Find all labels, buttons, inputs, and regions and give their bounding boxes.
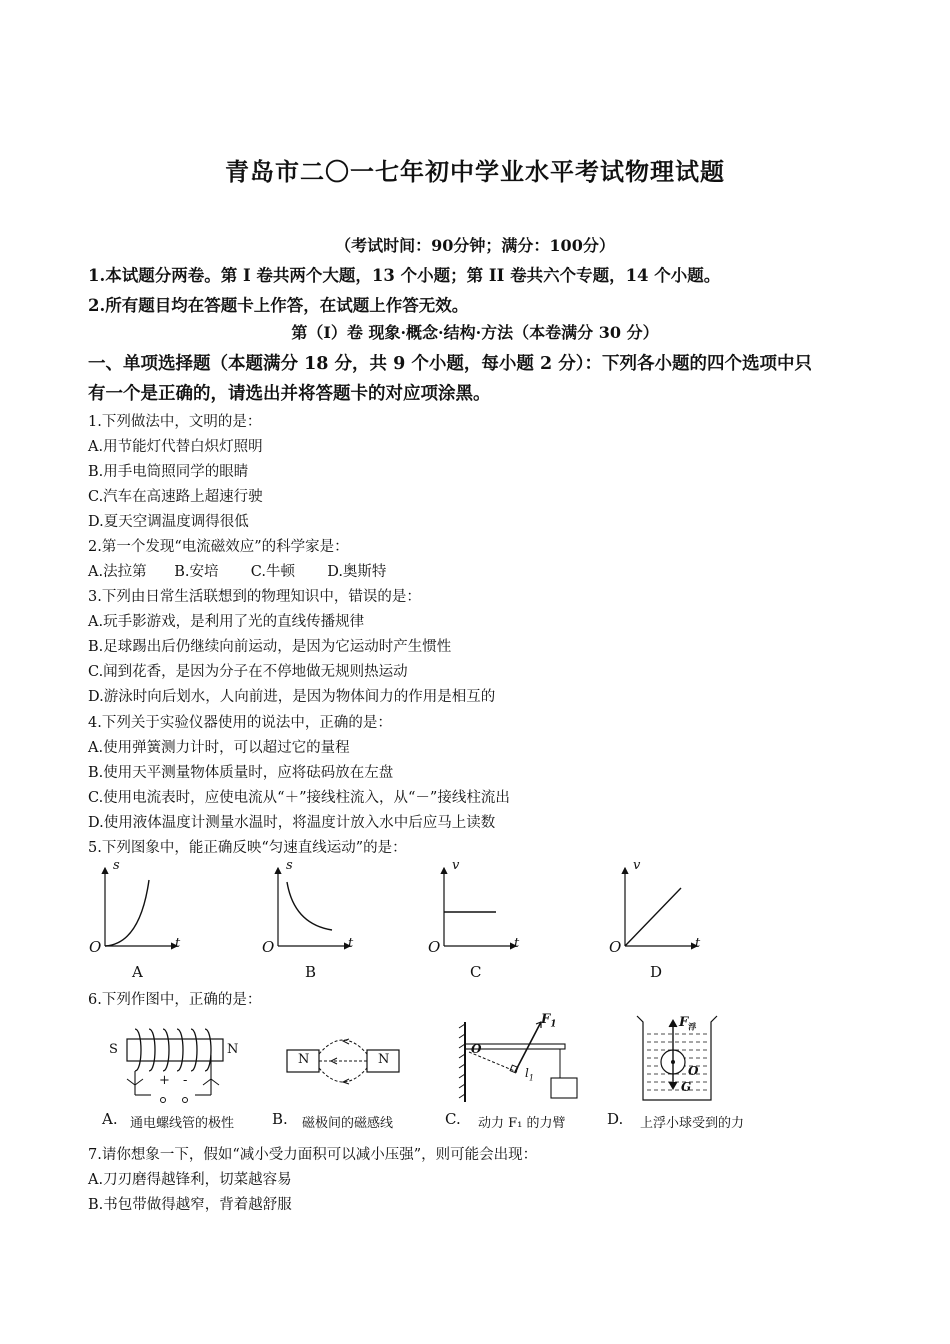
q5-c-ylabel: v <box>452 858 460 873</box>
section-1-line-1: 一、单项选择题（本题满分 18 分，共 9 个小题，每小题 2 分）：下列各小题的四个选项中只 <box>88 354 813 374</box>
q6-a-minus: - <box>183 1073 188 1088</box>
q6-c-force-sub: 1 <box>550 1019 557 1030</box>
q5-stem: 5.下列图象中，能正确反映“匀速直线运动”的是： <box>88 840 407 856</box>
q4-option-a: A.使用弹簧测力计时，可以超过它的量程 <box>88 740 350 756</box>
q3-stem: 3.下列由日常生活联想到的物理知识中，错误的是： <box>88 589 421 605</box>
q5-a-origin: O <box>89 938 102 956</box>
page-title: 青岛市二〇一七年初中学业水平考试物理试题 <box>225 157 725 186</box>
lever-diagram <box>455 1012 595 1104</box>
q5-letter-d: D <box>650 963 663 981</box>
q7-option-b: B.书包带做得越窄，背着越舒服 <box>88 1197 292 1213</box>
q4-option-d: D.使用液体温度计测量水温时，将温度计放入水中后应马上读数 <box>88 815 496 831</box>
q6-c-force-symbol: F <box>541 1012 551 1027</box>
q5-letter-b: B <box>305 963 317 981</box>
q5-graph-a <box>85 858 195 958</box>
q3-option-c: C.闻到花香，是因为分子在不停地做无规则热运动 <box>88 664 408 680</box>
q5-graph-b <box>258 858 368 958</box>
q6-c-arm-sub: 1 <box>528 1073 534 1083</box>
q1-option-a: A.用节能灯代替白炽灯照明 <box>88 439 263 455</box>
q6-letter-a: A. <box>102 1110 118 1128</box>
q6-d-gravity: G <box>681 1080 692 1094</box>
note-1: 1.本试题分两卷。第 I 卷共两个大题，13 个小题；第 II 卷共六个专题，14 个小题。 <box>88 266 721 285</box>
q4-option-c: C.使用电流表时，应使电流从“＋”接线柱流入，从“－”接线柱流出 <box>88 790 510 806</box>
q6-d-center: O <box>688 1064 699 1078</box>
q3-option-b: B.足球踢出后仍继续向前运动，是因为它运动时产生惯性 <box>88 639 452 655</box>
q4-option-b: B.使用天平测量物体质量时，应将砝码放在左盘 <box>88 765 394 781</box>
q6-figure-c <box>455 1012 595 1104</box>
q5-graph-d <box>605 858 715 958</box>
q6-figure-a <box>105 1015 245 1107</box>
q5-b-origin: O <box>262 938 275 956</box>
q5-b-xlabel: t <box>348 936 354 951</box>
q6-c-pivot: O <box>471 1042 482 1056</box>
q6-d-force-sub: 浮 <box>688 1021 697 1032</box>
q7-option-a: A.刀刃磨得越锋利，切菜越容易 <box>88 1172 292 1188</box>
volume-title: 第（I）卷 现象·概念·结构·方法（本卷满分 30 分） <box>291 323 659 342</box>
q6-stem: 6.下列作图中，正确的是： <box>88 992 262 1008</box>
q5-letter-c: C <box>470 963 482 981</box>
q5-b-ylabel: s <box>286 858 293 873</box>
q6-b-left-pole: N <box>298 1052 310 1067</box>
q5-letter-a: A <box>132 963 143 981</box>
q5-d-ylabel: v <box>633 858 641 873</box>
q6-d-force-symbol: F <box>679 1015 689 1030</box>
q6-c-force <box>541 1012 557 1030</box>
exam-info: （考试时间：90分钟；满分：100分） <box>335 236 615 255</box>
q6-letter-d: D. <box>607 1110 624 1128</box>
q1-stem: 1.下列做法中，文明的是： <box>88 414 262 430</box>
solenoid-diagram <box>105 1015 245 1107</box>
q6-figure-b <box>285 1030 405 1090</box>
q6-c-arm <box>525 1066 534 1082</box>
q6-caption-c: 动力 F₁ 的力臂 <box>478 1116 566 1131</box>
q6-a-plus: + <box>159 1073 170 1088</box>
q6-d-force <box>679 1015 696 1033</box>
q6-caption-a: 通电螺线管的极性 <box>130 1116 235 1131</box>
q4-stem: 4.下列关于实验仪器使用的说法中，正确的是： <box>88 715 392 731</box>
q6-b-right-pole: N <box>378 1052 390 1067</box>
q1-option-d: D.夏天空调温度调得很低 <box>88 514 249 530</box>
q2-options: A.法拉第 B.安培 C.牛顿 D.奥斯特 <box>88 564 387 580</box>
q6-a-left-pole: S <box>109 1042 118 1057</box>
q7-stem: 7.请你想象一下，假如“减小受力面积可以减小压强”，则可能会出现： <box>88 1147 538 1163</box>
q3-option-a: A.玩手影游戏，是利用了光的直线传播规律 <box>88 614 365 630</box>
q2-stem: 2.第一个发现“电流磁效应”的科学家是： <box>88 539 349 555</box>
q6-caption-d: 上浮小球受到的力 <box>640 1116 745 1131</box>
q5-c-xlabel: t <box>514 936 520 951</box>
q5-d-origin: O <box>609 938 622 956</box>
q5-a-xlabel: t <box>175 936 181 951</box>
q6-letter-b: B. <box>272 1110 288 1128</box>
q5-d-xlabel: t <box>695 936 701 951</box>
q3-option-d: D.游泳时向后划水，人向前进，是因为物体间力的作用是相互的 <box>88 689 496 705</box>
q1-option-c: C.汽车在高速路上超速行驶 <box>88 489 263 505</box>
q6-c-arm-symbol: l <box>525 1066 529 1080</box>
q5-c-origin: O <box>428 938 441 956</box>
q1-option-b: B.用手电筒照同学的眼睛 <box>88 464 249 480</box>
q5-graph-c <box>424 858 534 958</box>
section-1-line-2: 有一个是正确的，请选出并将答题卡的对应项涂黑。 <box>88 384 491 404</box>
q5-a-ylabel: s <box>113 858 120 873</box>
q6-letter-c: C. <box>445 1110 461 1128</box>
note-2: 2.所有题目均在答题卡上作答，在试题上作答无效。 <box>88 296 469 315</box>
q6-figure-d <box>633 1012 733 1104</box>
q6-a-right-pole: N <box>227 1042 239 1057</box>
q6-caption-b: 磁极间的磁感线 <box>302 1116 394 1131</box>
